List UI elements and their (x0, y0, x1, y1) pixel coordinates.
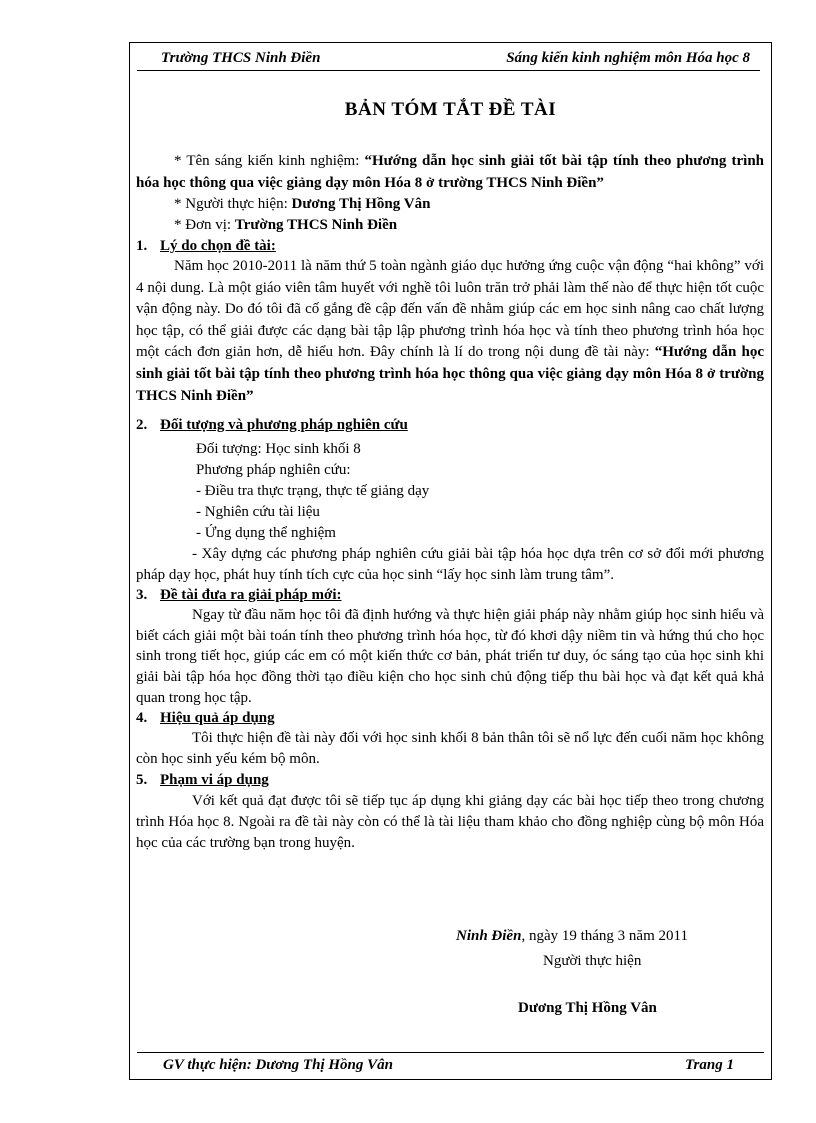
signature-date: Ninh Điền, ngày 19 tháng 3 năm 2011 (456, 928, 688, 944)
section-2-body: - Xây dựng các phương pháp nghiên cứu giải bài tập hóa học dựa trên cơ sở đổi mới phương pháp dạy học, phát huy tính tích cực của học sinh “lấy học sinh làm trung tâm”. (136, 546, 764, 583)
section-4-body: Tôi thực hiện đề tài này đối với học sinh khối 8 bản thân tôi sẽ nổ lực đến cuối năm học không còn học sinh yếu kém bộ môn. (136, 730, 764, 767)
section-2-method-label: Phương pháp nghiên cứu: (196, 462, 351, 479)
section-5-heading: 5. Phạm vi áp dụng (136, 772, 269, 789)
section-3-heading: 3. Đề tài đưa ra giải pháp mới: (136, 587, 342, 604)
author-line: * Người thực hiện: Dương Thị Hồng Vân (174, 196, 431, 212)
signature-role: Người thực hiện (543, 953, 642, 969)
section-2-item: - Điều tra thực trạng, thực tế giảng dạy (196, 483, 430, 500)
footer-author: GV thực hiện: Dương Thị Hồng Vân (163, 1057, 393, 1073)
header-school: Trường THCS Ninh Điền (161, 50, 321, 66)
page-footer (137, 1052, 764, 1077)
section-1-heading: 1. Lý do chọn đề tài: (136, 238, 276, 254)
section-2-item: - Nghiên cứu tài liệu (196, 504, 320, 521)
header-subject: Sáng kiến kinh nghiệm môn Hóa học 8 (506, 50, 750, 66)
section-1-body: Năm học 2010-2011 là năm thứ 5 toàn ngành giáo dục hưởng ứng cuộc vận động “hai không” với 4 nội dung. Là một giáo viên tâm huyết với nghề tôi luôn trăn trở phải làm thế nào để thực hiện tốt cuộc vận động này. Do đó tôi đã cố gắng đề cập đến vấn đề nhằm giúp các em học sinh nâng cao chất lượng học tập, có thể giải được các dạng bài tập lập phương trình hóa học và tính theo phương trình hóa học một cách đơn giản hơn, dễ hiểu hơn. Đây chính là lí do trong nội dung đề tài này: “Hướng dẫn học sinh giải tốt bài tập tính theo phương trình hóa học thông qua việc giảng dạy môn Hóa 8 ở trường THCS Ninh Điền” (136, 258, 764, 404)
initiative-name: * Tên sáng kiến kinh nghiệm: “Hướng dẫn học sinh giải tốt bài tập tính theo phương trình hóa học thông qua việc giảng dạy môn Hóa 8 ở trường THCS Ninh Điền” (136, 153, 765, 191)
section-2-object: Đối tượng: Học sinh khối 8 (196, 441, 361, 458)
section-4-heading: 4. Hiệu quả áp dụng (136, 710, 275, 727)
footer-page-number: Trang 1 (684, 1057, 734, 1073)
section-3-body: Ngay từ đầu năm học tôi đã định hướng và thực hiện giải pháp này nhằm giúp học sinh hiểu và biết cách giải một bài toán tính theo phương trình hóa học, từ đó khơi dậy niềm tin và hứng thú cho học sinh trong tiết học, giúp các em có một kiến thức cơ bản, phát triển tư duy, óc sáng tạo của học sinh khi giải bài tập hóa học đồng thời tạo điều kiện cho học sinh chủ động tiếp thu bài học và đạt kết quả khả quan trong học tập. (136, 607, 764, 706)
section-2-item: - Ứng dụng thể nghiệm (196, 525, 336, 542)
signature-name: Dương Thị Hồng Vân (518, 1000, 657, 1016)
section-2-heading: 2. Đối tượng và phương pháp nghiên cứu (136, 417, 408, 434)
section-5-body: Với kết quả đạt được tôi sẽ tiếp tục áp dụng khi giảng dạy các bài học tiếp theo trong chương trình Hóa học 8. Ngoài ra đề tài này còn có thể là tài liệu tham khảo cho đồng nghiệp cùng bộ môn Hóa học của các trường bạn trong huyện. (136, 793, 764, 851)
document-body (136, 150, 764, 853)
unit-line: * Đơn vị: Trường THCS Ninh Điền (174, 217, 398, 233)
document-title: BẢN TÓM TẮT ĐỀ TÀI (344, 99, 557, 120)
page-header (137, 48, 760, 71)
